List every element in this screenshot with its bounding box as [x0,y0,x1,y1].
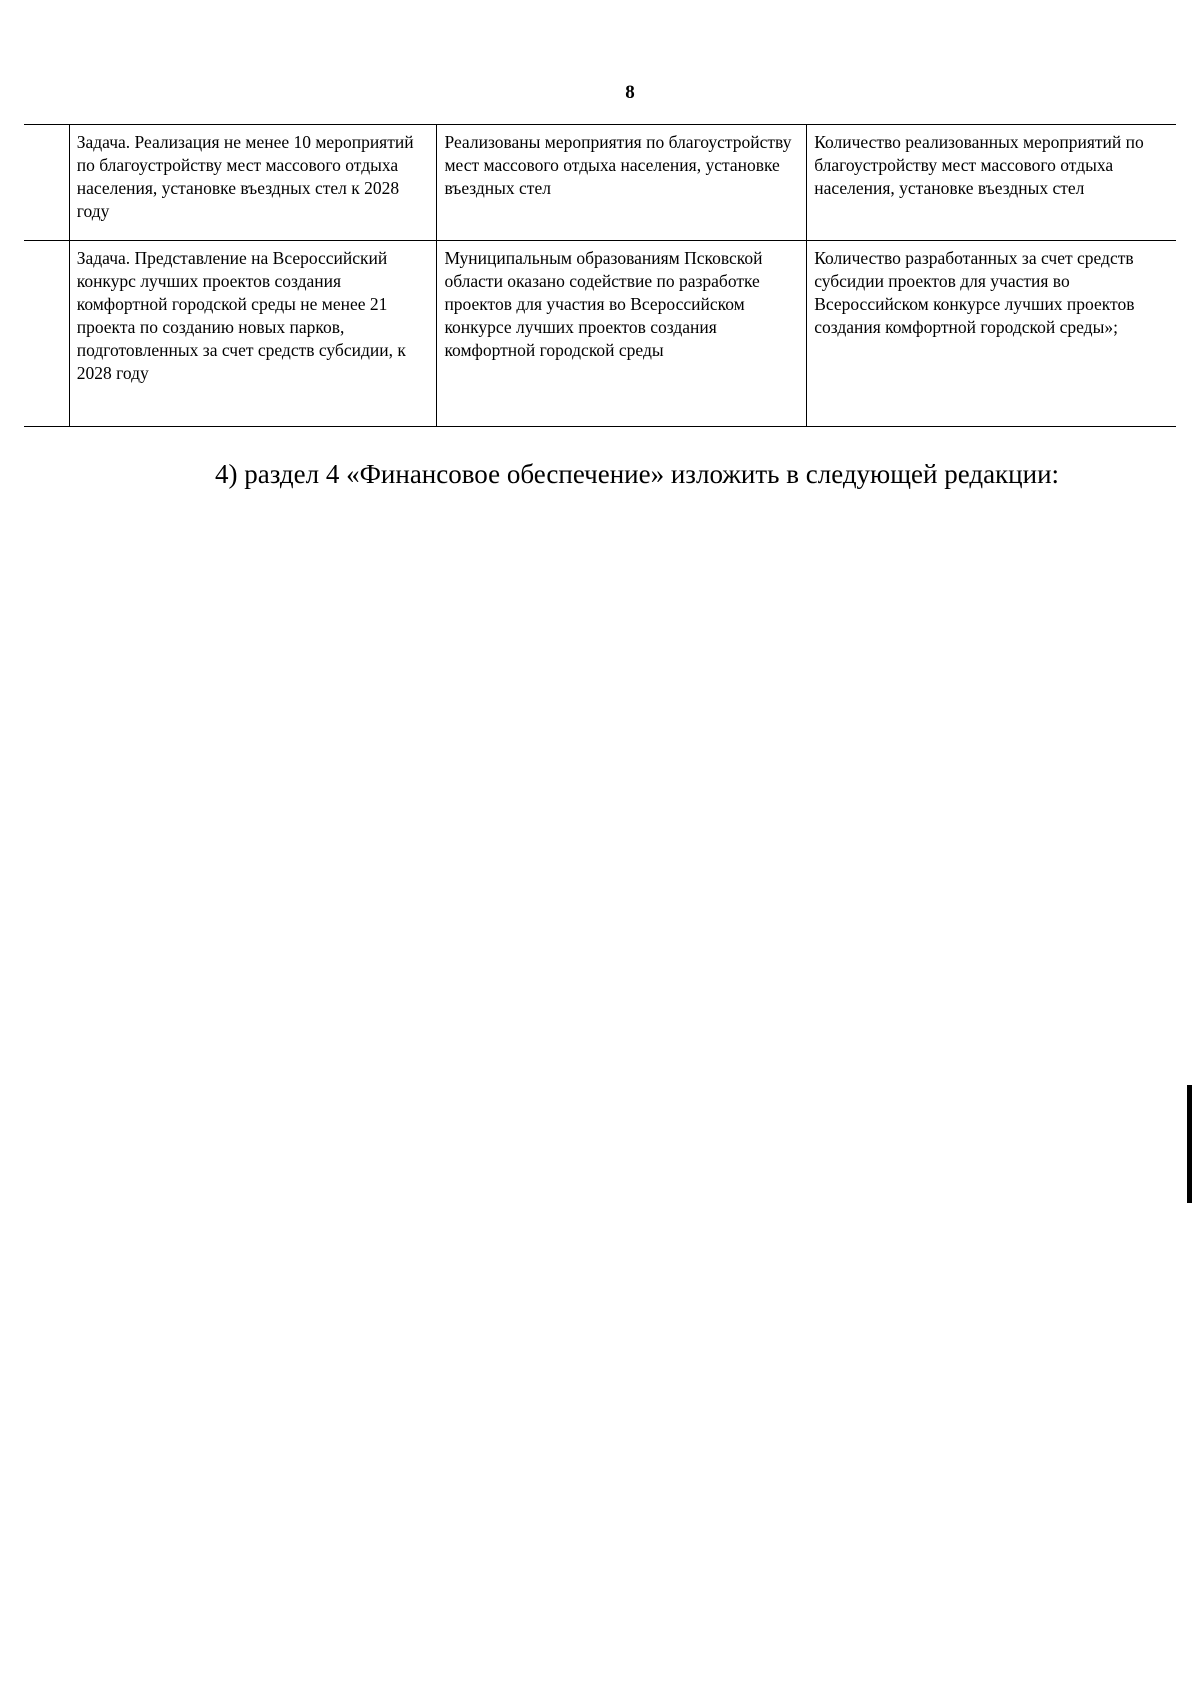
table-cell-result: Муниципальным образованиям Псковской области оказано содействие по разработке проектов для участия во Всероссийском конкурсе лучших проектов создания комфортной городской среды [437,241,807,427]
table-cell-indicator: Количество разработанных за счет средств субсидии проектов для участия во Всероссийском конкурсе лучших проектов создания комфортной городской среды»; [807,241,1176,427]
table-cell-empty [24,125,69,241]
table-row [24,241,1176,427]
page-number: 8 [625,82,635,103]
scan-edge-mark [1187,1085,1192,1203]
table-cell-empty [24,241,69,427]
table-cell-indicator: Количество реализованных мероприятий по благоустройству мест массового отдыха населения, установке въездных стел [807,125,1176,241]
table-row [24,125,1176,241]
body-paragraph: 4) раздел 4 «Финансовое обеспечение» изложить в следующей редакции: [215,459,1060,489]
table-cell-task: Задача. Реализация не менее 10 мероприятий по благоустройству мест массового отдыха населения, установке въездных стел к 2028 году [69,125,437,241]
table-cell-task: Задача. Представление на Всероссийский конкурс лучших проектов создания комфортной городской среды не менее 21 проекта по созданию новых парков, подготовленных за счет средств субсидии, к 2028 году [69,241,437,427]
table-cell-result: Реализованы мероприятия по благоустройству мест массового отдыха населения, установке въездных стел [437,125,807,241]
tasks-table [24,124,1176,427]
